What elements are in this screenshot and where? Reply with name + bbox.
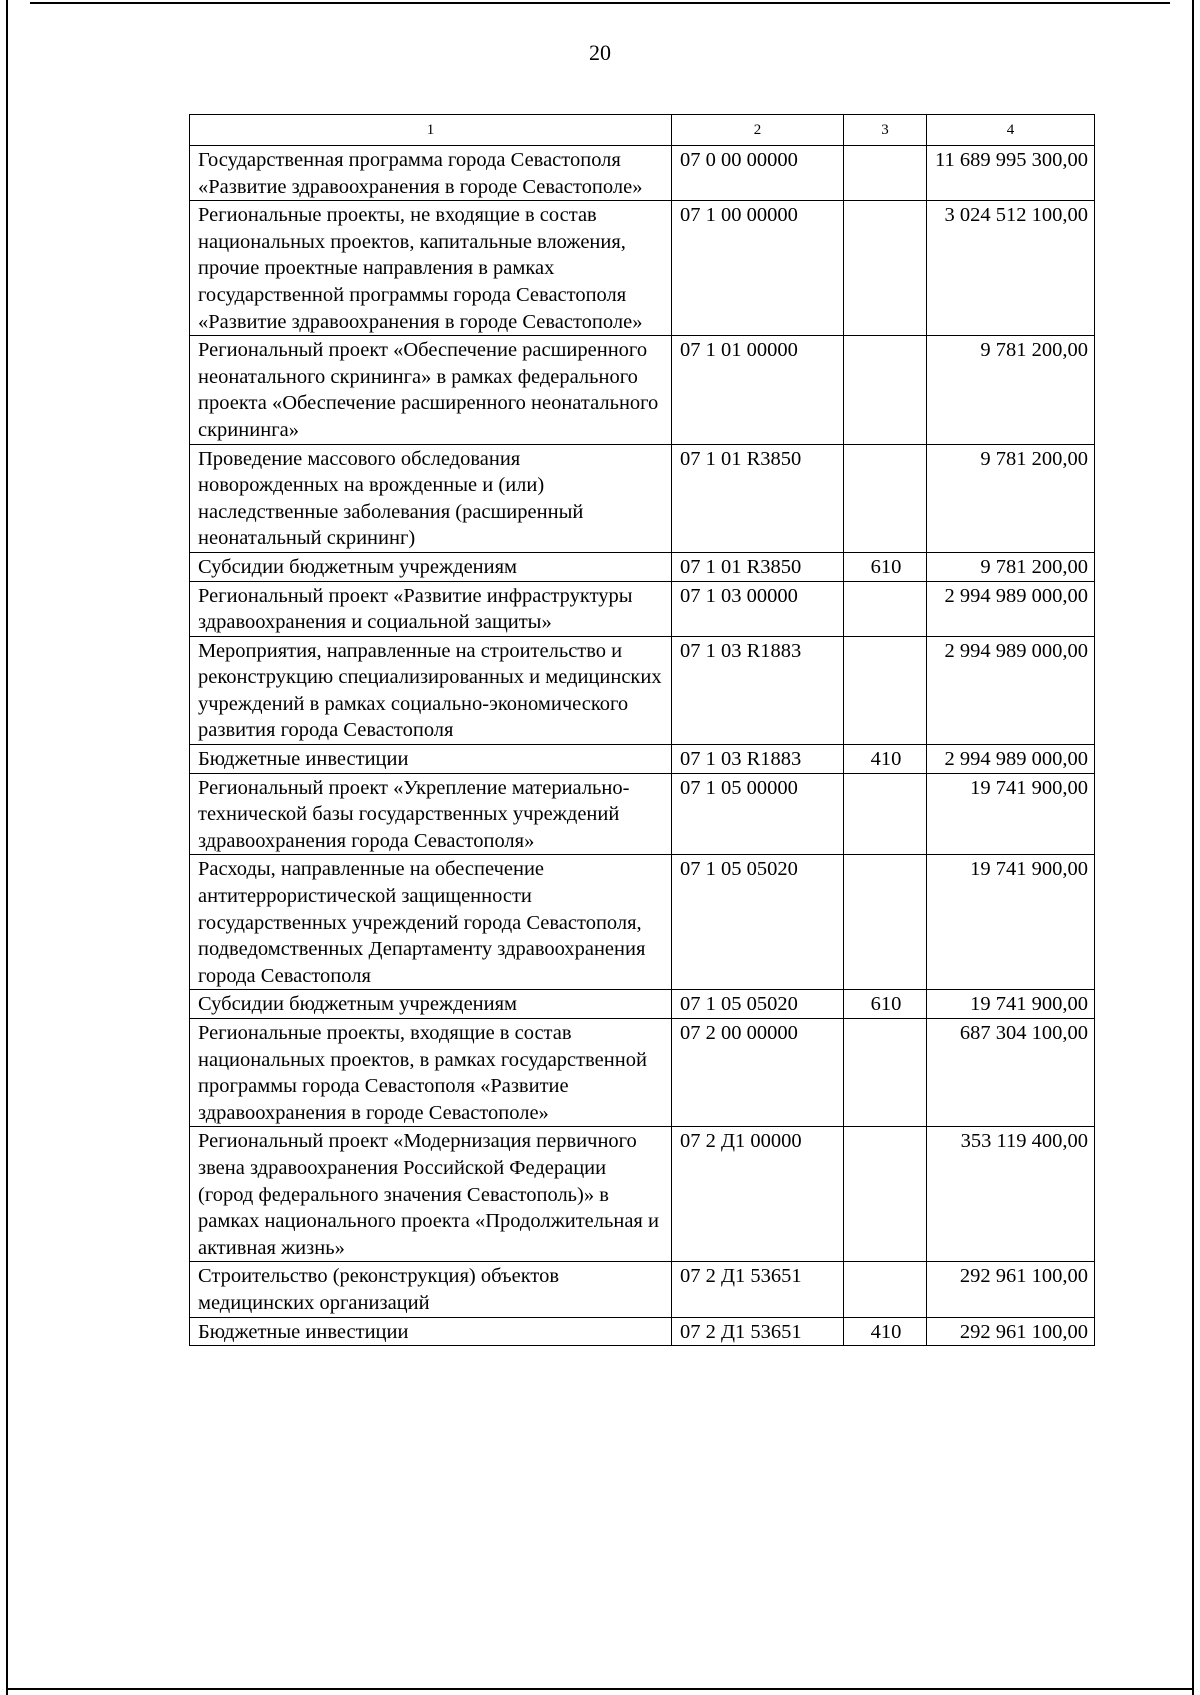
- row-name-cell: Региональный проект «Модернизация первичного звена здравоохранения Российской Федерации (город федерального значения Севастополь)» в рамках национального проекта «Продолжительная и активная жизнь»: [190, 1127, 672, 1262]
- table-row: [190, 1127, 1095, 1262]
- row-code-cell: 07 1 05 00000: [672, 773, 844, 855]
- row-amount-cell: 19 741 900,00: [927, 855, 1095, 990]
- row-kvr-cell: 610: [844, 990, 927, 1019]
- table-row: [190, 201, 1095, 336]
- row-code-cell: 07 2 Д1 53651: [672, 1262, 844, 1317]
- row-kvr-cell: [844, 1262, 927, 1317]
- row-code-cell: 07 2 00 00000: [672, 1019, 844, 1127]
- table-row: [190, 444, 1095, 552]
- row-amount-cell: 292 961 100,00: [927, 1262, 1095, 1317]
- row-code-cell: 07 1 03 R1883: [672, 636, 844, 744]
- scan-border-bottom: [6, 1688, 1194, 1690]
- table-row: [190, 146, 1095, 201]
- row-amount-cell: 11 689 995 300,00: [927, 146, 1095, 201]
- table-row: [190, 552, 1095, 581]
- table-row: [190, 1262, 1095, 1317]
- table-row: [190, 636, 1095, 744]
- row-kvr-cell: [844, 444, 927, 552]
- row-kvr-cell: [844, 201, 927, 336]
- row-kvr-cell: [844, 581, 927, 636]
- row-code-cell: 07 1 05 05020: [672, 855, 844, 990]
- row-amount-cell: 687 304 100,00: [927, 1019, 1095, 1127]
- row-name-cell: Региональные проекты, не входящие в состав национальных проектов, капитальные вложения, прочие проектные направления в рамках государственной программы города Севастополя «Развитие здравоохранения в городе Севастополе»: [190, 201, 672, 336]
- scan-border-right: [1192, 0, 1194, 1695]
- row-kvr-cell: [844, 336, 927, 444]
- row-kvr-cell: 610: [844, 552, 927, 581]
- row-kvr-cell: [844, 1127, 927, 1262]
- row-kvr-cell: [844, 146, 927, 201]
- row-amount-cell: 9 781 200,00: [927, 552, 1095, 581]
- row-name-cell: Бюджетные инвестиции: [190, 745, 672, 774]
- row-name-cell: Региональные проекты, входящие в состав национальных проектов, в рамках государственной программы города Севастополя «Развитие здравоохранения в городе Севастополе»: [190, 1019, 672, 1127]
- row-kvr-cell: 410: [844, 1317, 927, 1346]
- table-header-row: [190, 115, 1095, 146]
- row-name-cell: Бюджетные инвестиции: [190, 1317, 672, 1346]
- row-name-cell: Региональный проект «Укрепление материально-технической базы государственных учреждений здравоохранения города Севастополя»: [190, 773, 672, 855]
- page-number: 20: [589, 40, 611, 65]
- column-header-1: 1: [190, 115, 672, 146]
- scan-border-left: [6, 0, 8, 1695]
- table-row: [190, 1317, 1095, 1346]
- column-header-3: 3: [844, 115, 927, 146]
- row-amount-cell: 292 961 100,00: [927, 1317, 1095, 1346]
- row-kvr-cell: 410: [844, 745, 927, 774]
- row-code-cell: 07 1 01 R3850: [672, 552, 844, 581]
- row-amount-cell: 2 994 989 000,00: [927, 636, 1095, 744]
- row-name-cell: Региональный проект «Обеспечение расширенного неонатального скрининга» в рамках федерального проекта «Обеспечение расширенного неонатального скрининга»: [190, 336, 672, 444]
- row-code-cell: 07 0 00 00000: [672, 146, 844, 201]
- row-code-cell: 07 1 00 00000: [672, 201, 844, 336]
- row-kvr-cell: [844, 636, 927, 744]
- row-amount-cell: 9 781 200,00: [927, 336, 1095, 444]
- row-code-cell: 07 2 Д1 00000: [672, 1127, 844, 1262]
- row-kvr-cell: [844, 1019, 927, 1127]
- row-name-cell: Государственная программа города Севастополя «Развитие здравоохранения в городе Севастополе»: [190, 146, 672, 201]
- row-code-cell: 07 1 01 R3850: [672, 444, 844, 552]
- row-kvr-cell: [844, 773, 927, 855]
- table-row: [190, 1019, 1095, 1127]
- row-name-cell: Субсидии бюджетным учреждениям: [190, 552, 672, 581]
- row-name-cell: Расходы, направленные на обеспечение антитеррористической защищенности государственных учреждений города Севастополя, подведомственных Департаменту здравоохранения города Севастополя: [190, 855, 672, 990]
- row-amount-cell: 9 781 200,00: [927, 444, 1095, 552]
- row-name-cell: Строительство (реконструкция) объектов медицинских организаций: [190, 1262, 672, 1317]
- row-amount-cell: 2 994 989 000,00: [927, 581, 1095, 636]
- row-amount-cell: 19 741 900,00: [927, 773, 1095, 855]
- row-name-cell: Проведение массового обследования новорожденных на врожденные и (или) наследственные заболевания (расширенный неонатальный скрининг): [190, 444, 672, 552]
- row-name-cell: Субсидии бюджетным учреждениям: [190, 990, 672, 1019]
- table-body: [190, 146, 1095, 1346]
- table-row: [190, 855, 1095, 990]
- row-amount-cell: 353 119 400,00: [927, 1127, 1095, 1262]
- row-name-cell: Региональный проект «Развитие инфраструктуры здравоохранения и социальной защиты»: [190, 581, 672, 636]
- table-row: [190, 773, 1095, 855]
- scan-border-top: [30, 2, 1170, 4]
- table-row: [190, 581, 1095, 636]
- table-row: [190, 745, 1095, 774]
- budget-table: [189, 114, 1095, 1346]
- table-row: [190, 990, 1095, 1019]
- row-name-cell: Мероприятия, направленные на строительство и реконструкцию специализированных и медицинских учреждений в рамках социально-экономического развития города Севастополя: [190, 636, 672, 744]
- column-header-4: 4: [927, 115, 1095, 146]
- column-header-2: 2: [672, 115, 844, 146]
- table-row: [190, 336, 1095, 444]
- row-code-cell: 07 1 01 00000: [672, 336, 844, 444]
- row-amount-cell: 3 024 512 100,00: [927, 201, 1095, 336]
- row-amount-cell: 2 994 989 000,00: [927, 745, 1095, 774]
- row-code-cell: 07 1 05 05020: [672, 990, 844, 1019]
- row-code-cell: 07 2 Д1 53651: [672, 1317, 844, 1346]
- row-kvr-cell: [844, 855, 927, 990]
- row-code-cell: 07 1 03 00000: [672, 581, 844, 636]
- row-code-cell: 07 1 03 R1883: [672, 745, 844, 774]
- row-amount-cell: 19 741 900,00: [927, 990, 1095, 1019]
